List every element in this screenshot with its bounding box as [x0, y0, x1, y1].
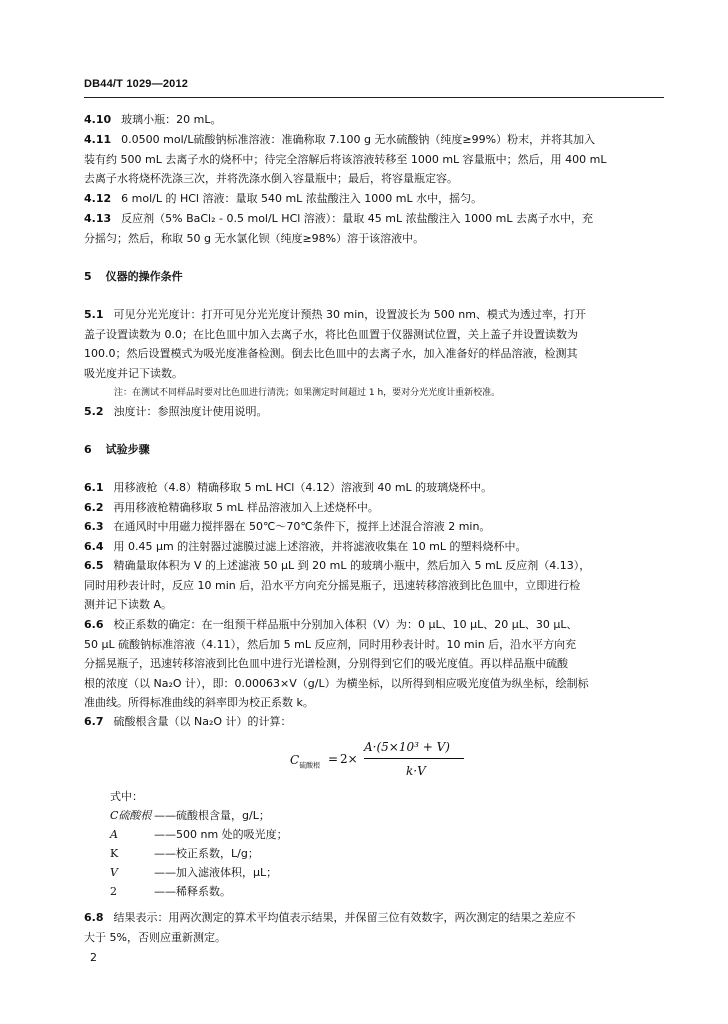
clause-text: 玻璃小瓶：20 mL。: [121, 113, 222, 126]
definition-symbol: A: [110, 828, 118, 841]
section-title: 试验步骤: [105, 443, 150, 456]
clause-6-4: [84, 537, 664, 557]
clause-4-12: [84, 189, 664, 209]
clause-number: 5.2: [84, 405, 104, 418]
clause-text-continued: 测并记下读数 A。: [84, 598, 173, 611]
clause-number: 6.2: [84, 501, 104, 514]
clause-number: 4.11: [84, 133, 112, 146]
definition-symbol: V: [110, 866, 118, 879]
clause-number: 4.13: [84, 212, 112, 225]
formula-denominator: k·V: [406, 764, 426, 778]
definition-row: [110, 882, 288, 901]
clause-text: 浊度计：参照浊度计使用说明。: [113, 405, 268, 418]
clause-text-continued: 同时用秒表计时，反应 10 min 后，沿水平方向充分摇晃瓶子，迅速转移溶液到比色皿中，立即进行检: [84, 578, 581, 592]
section-number: 6: [84, 443, 92, 456]
clause-text-continued: 去离子水将烧杯洗涤三次，并将洗涤水倒入容量瓶中；最后，将容量瓶定容。: [84, 172, 458, 185]
sulfate-content-formula: [290, 740, 470, 780]
clause-number: 6.8: [84, 911, 104, 924]
clause-number: 6.4: [84, 540, 104, 553]
clause-text: 校正系数的确定：在一组预干样品瓶中分别加入体积（V）为：0 μL、10 μL、20 μL、30 μL、: [113, 618, 578, 631]
clause-6-5: [84, 556, 664, 615]
clause-text: 可见分光光度计：打开可见分光光度计预热 30 min，设置波长为 500 nm、模式为透过率，打开: [113, 308, 586, 321]
clause-text-continued: 分摇匀；然后，称取 50 g 无水氯化钡（纯度≥98%）溶于该溶液中。: [84, 231, 425, 245]
definition-symbol: K: [110, 847, 119, 860]
clause-text-continued: 分摇晃瓶子，迅速转移溶液到比色皿中进行光谱检测，分别得到它们的吸光度值。再以样品瓶中硫酸: [84, 657, 568, 670]
clause-number: 6.1: [84, 481, 104, 494]
clause-text: 精确量取体积为 V 的上述滤液 50 μL 到 20 mL 的玻璃小瓶中，然后加入 5 mL 反应剂（4.13），: [113, 559, 591, 572]
clause-number: 5.1: [84, 308, 104, 321]
clause-number: 6.6: [84, 618, 104, 631]
clause-text: 6 mol/L 的 HCl 溶液：量取 540 mL 浓盐酸注入 1000 mL 水中，摇匀。: [121, 192, 483, 205]
formula-coefficient: 2×: [340, 752, 358, 766]
clause-text: 反应剂（5% BaCl₂ - 0.5 mol/L HCl 溶液）：量取 45 mL 浓盐酸注入 1000 mL 去离子水中，充: [121, 212, 593, 225]
clause-text-continued: 装有约 500 mL 去离子水的烧杯中；待完全溶解后将该溶液转移至 1000 mL 容量瓶中；然后，用 400 mL: [84, 152, 607, 166]
section-title: 仪器的操作条件: [105, 270, 183, 283]
definition-row: [110, 825, 288, 844]
clause-6-1: [84, 478, 664, 498]
clause-5-2: [84, 402, 664, 422]
definition-text: ——加入滤液体积，μL；: [154, 866, 278, 879]
formula-equals: =: [328, 752, 339, 766]
clause-6-6: [84, 615, 664, 713]
clause-text-continued: 准曲线。所得标准曲线的斜率即为校正系数 k。: [84, 696, 314, 709]
formula-lhs: [290, 753, 320, 770]
note-5-1: 注：在测试不同样品时要对比色皿进行清洗；如果测定时间超过 1 h，要对分光光度计重新校准。: [114, 388, 501, 398]
definition-text: ——500 nm 处的吸光度；: [154, 828, 288, 841]
formula-numerator: A·(5×10³ + V): [364, 740, 450, 754]
header-rule: [84, 97, 664, 98]
definition-row: [110, 863, 288, 882]
clause-number: 6.3: [84, 520, 104, 533]
standard-code-header: DB44/T 1029—2012: [84, 78, 189, 90]
clause-number: 4.12: [84, 192, 112, 205]
clause-text-continued: 50 μL 硫酸钠标准溶液（4.11），然后加 5 mL 反应剂，同时用秒表计时。10 min 后，沿水平方向充: [84, 637, 577, 651]
clause-5-1: [84, 305, 664, 383]
clause-text: 硫酸根含量（以 Na₂O 计）的计算：: [113, 715, 292, 728]
section-6-heading: [84, 441, 150, 457]
clause-text: 再用移液枪精确移取 5 mL 样品溶液加入上述烧杯中。: [113, 501, 379, 514]
where-label: 式中：: [110, 790, 143, 803]
clause-4-13: [84, 209, 664, 248]
clause-6-2: [84, 498, 664, 518]
clause-number: 4.10: [84, 113, 112, 126]
where-label-row: [110, 787, 288, 806]
clause-6-8: [84, 908, 664, 947]
definition-symbol: 2: [110, 885, 117, 898]
page-number: 2: [90, 951, 97, 964]
clause-text: 用移液枪（4.8）精确移取 5 mL HCl（4.12）溶液到 40 mL 的玻璃烧杯中。: [113, 481, 493, 494]
clause-number: 6.7: [84, 715, 104, 728]
clause-text-continued: 吸光度并记下读数。: [84, 366, 183, 380]
clause-text: 用 0.45 μm 的注射器过滤膜过滤上述溶液，并将滤液收集在 10 mL 的塑料烧杯中。: [113, 540, 527, 553]
clause-4-11: [84, 130, 664, 189]
symbol-definitions: [110, 787, 288, 901]
definition-row: [110, 806, 288, 825]
clause-text: 在通风时中用磁力搅拌器在 50℃～70℃条件下，搅拌上述混合溶液 2 min。: [113, 520, 491, 533]
definition-text: ——稀释系数。: [154, 885, 231, 898]
clause-text-continued: 大于 5%，否则应重新测定。: [84, 930, 226, 944]
definition-symbol: C硫酸根: [110, 809, 152, 822]
formula-lhs-symbol: C: [290, 753, 300, 767]
clause-text-continued: 根的浓度（以 Na₂O 计），即：0.00063×V（g/L）为横坐标，以所得到相应吸光度值为纵坐标，绘制标: [84, 676, 589, 690]
clause-4-10: [84, 110, 664, 130]
clause-text-continued: 盖子设置读数为 0.0；在比色皿中加入去离子水，将比色皿置于仪器测试位置，关上盖子并设置读数为: [84, 327, 578, 341]
definition-text: ——硫酸根含量，g/L；: [154, 809, 270, 822]
definition-text: ——校正系数，L/g；: [154, 847, 259, 860]
clause-6-7: [84, 712, 664, 732]
clause-6-3: [84, 517, 664, 537]
section-number: 5: [84, 270, 92, 283]
definition-row: [110, 844, 288, 863]
clause-number: 6.5: [84, 559, 104, 572]
formula-fraction-bar: [364, 758, 464, 759]
formula-lhs-subscript: 硫酸根: [299, 761, 321, 770]
clause-text: 结果表示：用两次测定的算术平均值表示结果，并保留三位有效数字，两次测定的结果之差应不: [113, 911, 576, 924]
section-5-heading: [84, 268, 183, 284]
clause-text-continued: 100.0；然后设置模式为吸光度准备检测。倒去比色皿中的去离子水，加入准备好的样品溶液，检测其: [84, 347, 578, 360]
clause-text: 0.0500 mol/L硫酸钠标准溶液：准确称取 7.100 g 无水硫酸钠（纯度≥99%）粉末，并将其加入: [121, 133, 596, 146]
